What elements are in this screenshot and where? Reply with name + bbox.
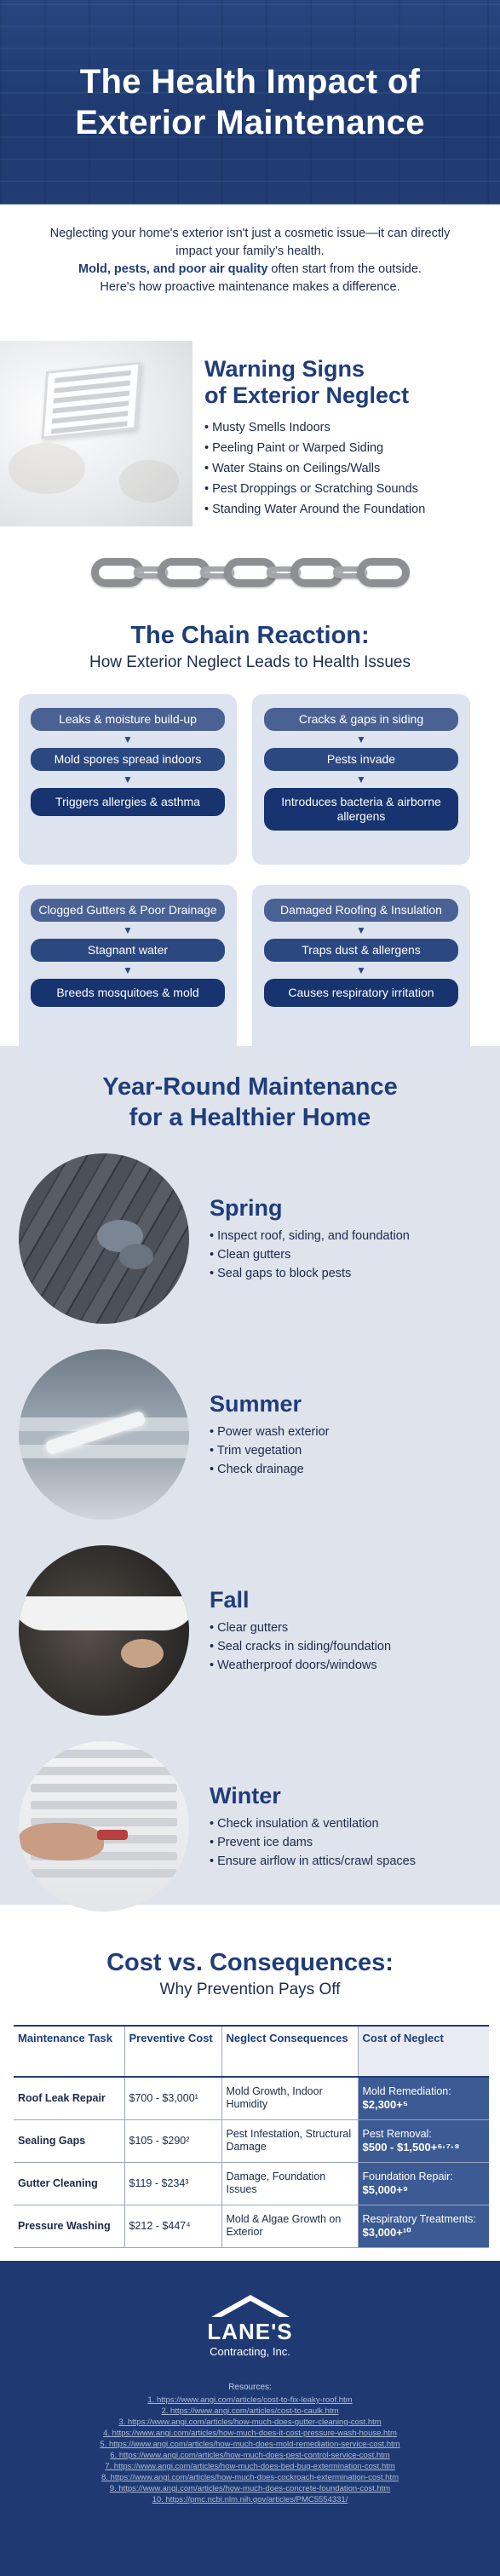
warning-title-line-2: of Exterior Neglect bbox=[204, 382, 410, 408]
company-logo bbox=[207, 2295, 292, 2358]
neglect-label: Pest Removal: bbox=[362, 2128, 432, 2140]
chain-step-3: Introduces bacteria & airborne allergens bbox=[264, 788, 458, 831]
gutter-image bbox=[19, 1545, 189, 1716]
resource-link[interactable]: 7. https://www.angi.com/articles/how-much-does-bed-bug-extermination-cost.htm bbox=[105, 2462, 395, 2471]
season-name: Spring bbox=[210, 1194, 283, 1221]
list-item: • Seal cracks in siding/foundation bbox=[210, 1637, 391, 1656]
column-header: Neglect Consequences bbox=[221, 2026, 358, 2077]
list-item: • Prevent ice dams bbox=[210, 1833, 416, 1852]
column-header: Preventive Cost bbox=[124, 2026, 221, 2077]
cost-cell: $105 - $290² bbox=[124, 2119, 221, 2162]
resource-link[interactable]: 10. https://pmc.ncbi.nlm.nih.gov/articles/PMC5554331/ bbox=[152, 2495, 348, 2504]
chain-card bbox=[19, 694, 237, 865]
intro-bold: Mold, pests, and poor air quality bbox=[78, 262, 268, 276]
list-item: • Musty Smells Indoors bbox=[204, 417, 491, 438]
arrow-down-icon: ▼ bbox=[356, 733, 366, 745]
season-list bbox=[210, 1619, 391, 1675]
neglect-cell bbox=[358, 2205, 489, 2247]
year-title-line-1: Year-Round Maintenance bbox=[102, 1073, 398, 1101]
arrow-down-icon: ▼ bbox=[123, 964, 133, 976]
season-name: Fall bbox=[210, 1586, 250, 1613]
table-row bbox=[14, 2162, 489, 2205]
intro-line-3: Here's how proactive maintenance makes a difference. bbox=[100, 280, 400, 294]
season-summer bbox=[0, 1349, 500, 1520]
intro-line-1: Neglecting your home's exterior isn't just a cosmetic issue—it can directly impact your family's health. bbox=[49, 227, 451, 258]
season-name: Winter bbox=[210, 1782, 281, 1808]
neglect-value: $5,000+⁹ bbox=[362, 2183, 409, 2196]
arrow-down-icon: ▼ bbox=[356, 924, 366, 936]
year-round-section bbox=[0, 1046, 500, 1905]
list-item: • Ensure airflow in attics/crawl spaces bbox=[210, 1852, 416, 1871]
season-list bbox=[210, 1423, 329, 1479]
consequence-cell: Damage, Foundation Issues bbox=[221, 2162, 358, 2205]
list-item: • Pest Droppings or Scratching Sounds bbox=[204, 479, 491, 499]
list-item: • Standing Water Around the Foundation bbox=[204, 499, 491, 520]
cost-table bbox=[14, 2025, 489, 2248]
chain-step-3: Breeds mosquitoes & mold bbox=[31, 979, 225, 1007]
hero-banner bbox=[0, 0, 500, 204]
air-vent-icon bbox=[41, 361, 141, 439]
chain-title: The Chain Reaction: bbox=[130, 622, 370, 649]
roof-icon bbox=[211, 2295, 290, 2317]
arrow-down-icon: ▼ bbox=[356, 964, 366, 976]
neglect-label: Foundation Repair: bbox=[362, 2171, 453, 2182]
cost-cell: $700 - $3,000¹ bbox=[124, 2077, 221, 2119]
column-header: Cost of Neglect bbox=[358, 2026, 489, 2077]
logo-sub: Contracting, Inc. bbox=[210, 2345, 290, 2358]
intro-line-2-rest: often start from the outside. bbox=[267, 262, 422, 276]
consequence-cell: Mold Growth, Indoor Humidity bbox=[221, 2077, 358, 2119]
chain-step-3: Causes respiratory irritation bbox=[264, 979, 458, 1007]
neglect-cell bbox=[358, 2077, 489, 2119]
chain-step-1: Clogged Gutters & Poor Drainage bbox=[31, 899, 225, 922]
table-row bbox=[14, 2205, 489, 2247]
season-list bbox=[210, 1814, 416, 1871]
power-washing-image bbox=[19, 1349, 189, 1520]
table-row bbox=[14, 2077, 489, 2119]
list-item: • Check insulation & ventilation bbox=[210, 1814, 416, 1833]
chain-reaction-section bbox=[0, 526, 500, 1046]
resources-list bbox=[0, 2382, 500, 2505]
chain-step-3: Triggers allergies & asthma bbox=[31, 788, 225, 816]
warning-title bbox=[204, 356, 491, 409]
cost-cell: $212 - $447⁴ bbox=[124, 2205, 221, 2247]
list-item: • Power wash exterior bbox=[210, 1423, 329, 1441]
ceiling-vent-image bbox=[0, 341, 193, 526]
page-title bbox=[75, 61, 425, 143]
consequence-cell: Pest Infestation, Structural Damage bbox=[221, 2119, 358, 2162]
resource-link[interactable]: 1. https://www.angi.com/articles/cost-to-fix-leaky-roof.htm bbox=[147, 2395, 353, 2405]
neglect-label: Mold Remediation: bbox=[362, 2085, 451, 2098]
neglect-value: $3,000+¹⁰ bbox=[362, 2226, 411, 2239]
consequence-cell: Mold & Algae Growth on Exterior bbox=[221, 2205, 358, 2247]
neglect-cell bbox=[358, 2119, 489, 2162]
table-row bbox=[14, 2119, 489, 2162]
season-fall bbox=[0, 1545, 500, 1716]
title-line-2: Exterior Maintenance bbox=[75, 104, 425, 141]
logo-name: LANE'S bbox=[207, 2319, 293, 2344]
column-header: Maintenance Task bbox=[14, 2026, 124, 2077]
footer bbox=[0, 2261, 500, 2576]
chain-step-1: Leaks & moisture build-up bbox=[31, 708, 225, 731]
task-cell: Pressure Washing bbox=[14, 2205, 124, 2247]
task-cell: Gutter Cleaning bbox=[14, 2162, 124, 2205]
arrow-down-icon: ▼ bbox=[356, 773, 366, 785]
year-title-line-2: for a Healthier Home bbox=[129, 1104, 371, 1131]
task-cell: Roof Leak Repair bbox=[14, 2077, 124, 2119]
resource-link[interactable]: 2. https://www.angi.com/articles/cost-to-caulk.htm bbox=[161, 2406, 339, 2416]
neglect-value: $500 - $1,500+⁶·⁷·⁸ bbox=[362, 2141, 460, 2153]
list-item: • Weatherproof doors/windows bbox=[210, 1656, 391, 1675]
warning-list bbox=[204, 417, 491, 520]
warning-signs-section bbox=[0, 341, 500, 526]
season-name: Summer bbox=[210, 1390, 302, 1417]
cost-cell: $119 - $234³ bbox=[124, 2162, 221, 2205]
list-item: • Clean gutters bbox=[210, 1245, 410, 1264]
resource-link[interactable]: 5. https://www.angi.com/articles/how-much-does-mold-remediation-service-cost.htm bbox=[100, 2440, 400, 2449]
chain-step-1: Cracks & gaps in siding bbox=[264, 708, 458, 731]
chain-subtitle: How Exterior Neglect Leads to Health Issues bbox=[89, 653, 411, 671]
task-cell: Sealing Gaps bbox=[14, 2119, 124, 2162]
neglect-label: Respiratory Treatments: bbox=[362, 2213, 476, 2225]
chain-step-2: Pests invade bbox=[264, 748, 458, 771]
year-title bbox=[0, 1072, 500, 1133]
chain-step-1: Damaged Roofing & Insulation bbox=[264, 899, 458, 922]
season-winter bbox=[0, 1741, 500, 1912]
arrow-down-icon: ▼ bbox=[123, 924, 133, 936]
chain-step-2: Traps dust & allergens bbox=[264, 939, 458, 962]
arrow-down-icon: ▼ bbox=[123, 773, 133, 785]
resource-link[interactable]: 4. https://www.angi.com/articles/how-much-does-it-cost-pressure-wash-house.htm bbox=[103, 2429, 397, 2438]
chain-cards bbox=[0, 672, 500, 1055]
resource-link[interactable]: 3. https://www.angi.com/articles/how-much-does-gutter-cleaning-cost.htm bbox=[118, 2418, 382, 2427]
list-item: • Clear gutters bbox=[210, 1619, 391, 1637]
warning-title-line-1: Warning Signs bbox=[204, 356, 365, 382]
intro-text bbox=[0, 204, 500, 341]
season-list bbox=[210, 1227, 410, 1283]
title-line-1: The Health Impact of bbox=[79, 63, 421, 101]
chain-card bbox=[252, 885, 470, 1055]
chain-card bbox=[19, 885, 237, 1055]
chain-card bbox=[252, 694, 470, 865]
chain-step-2: Stagnant water bbox=[31, 939, 225, 962]
vent-image bbox=[19, 1741, 189, 1912]
roof-inspection-image bbox=[19, 1153, 189, 1324]
list-item: • Peeling Paint or Warped Siding bbox=[204, 438, 491, 458]
cost-subtitle: Why Prevention Pays Off bbox=[159, 1981, 341, 1998]
list-item: • Seal gaps to block pests bbox=[210, 1264, 410, 1283]
resource-link[interactable]: 6. https://www.angi.com/articles/how-much-does-pest-control-service-cost.htm bbox=[110, 2451, 390, 2460]
resource-link[interactable]: 8. https://www.angi.com/articles/how-much-does-cockroach-extermination-cost.htm bbox=[101, 2473, 399, 2482]
chain-step-2: Mold spores spread indoors bbox=[31, 748, 225, 771]
season-spring bbox=[0, 1153, 500, 1324]
list-item: • Trim vegetation bbox=[210, 1441, 329, 1460]
list-item: • Water Stains on Ceilings/Walls bbox=[204, 458, 491, 479]
arrow-down-icon: ▼ bbox=[123, 733, 133, 745]
neglect-cell bbox=[358, 2162, 489, 2205]
neglect-value: $2,300+⁵ bbox=[362, 2098, 408, 2112]
table-header-row bbox=[14, 2026, 489, 2077]
list-item: • Check drainage bbox=[210, 1460, 329, 1479]
resource-link[interactable]: 9. https://www.angi.com/articles/how-much-does-concrete-foundation-cost.htm bbox=[109, 2484, 391, 2493]
resources-title: Resources: bbox=[228, 2383, 272, 2392]
chain-icon bbox=[0, 547, 500, 598]
intro-line-2 bbox=[34, 261, 466, 279]
cost-title: Cost vs. Consequences: bbox=[106, 1949, 394, 1976]
list-item: • Inspect roof, siding, and foundation bbox=[210, 1227, 410, 1245]
cost-section bbox=[0, 1905, 500, 2261]
